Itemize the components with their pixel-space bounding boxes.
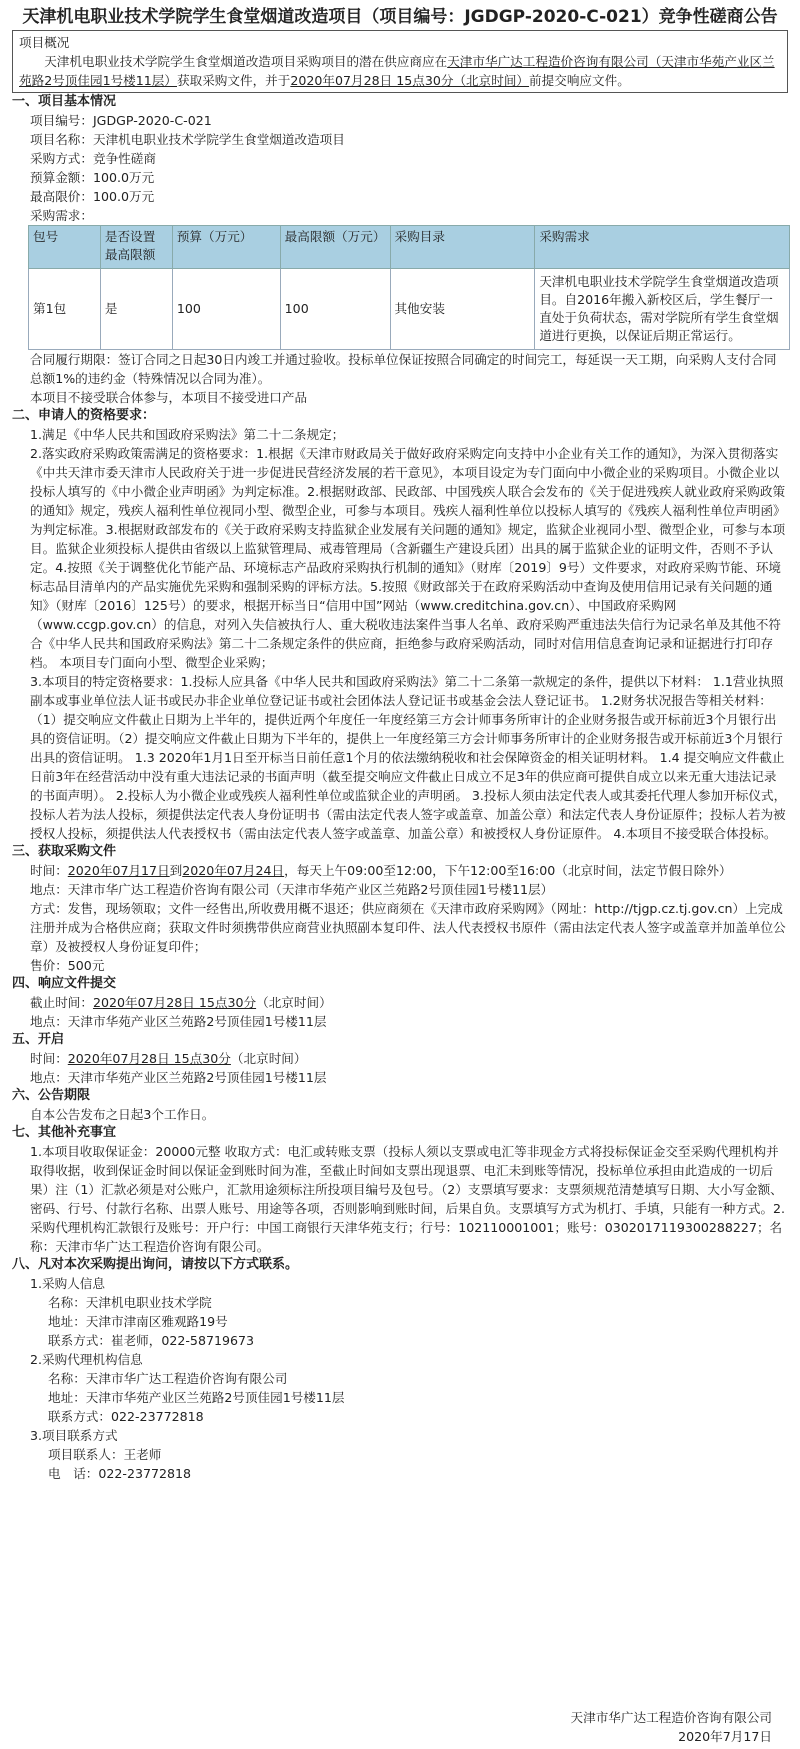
page-title: 天津机电职业技术学院学生食堂烟道改造项目（项目编号：JGDGP-2020-C-021）竞争性磋商公告: [22, 7, 778, 27]
other-text: 1.本项目收取保证金：20000元整 收取方式：电汇或转账支票（投标人须以支票或电汇等非现金方式将投标保证金交至采购代理机构并取得收据，收到保证金时间以保证金到账时间为准，至截止时间如支票出现退票、电汇未到账等情况，投标单位承担由此造成的一切后果）注（1）汇款必须是对公账户，汇款用途须标注所投项目编号及包号。（2）支票填写要求：支票须规范清楚填写日期、大小写金额、密码、行号、付款行名称、出票人账号、用途等各项，否则影响到账时间，后果自负。支票填写方式为机打、手填，只能有一种方式。2.采购代理机构汇款银行及账号：开户行：中国工商银行天津华苑支行；行号：102110001001；账号：0302017119300288227；名称：天津市华广达工程造价咨询有限公司。: [30, 1144, 786, 1254]
obtain-start: 2020年07月17日: [67, 863, 170, 878]
obtain-method: 方式：发售，现场领取；文件一经售出,所收费用概不退还；供应商须在《天津市政府采购网》（网址：http://tjgp.cz.tj.gov.cn）上完成注册并成为合格供应商；获取文件时须携带供应商营业执照副本复印件、法人代表授权书原件（需由法定代表人签字或盖章并加盖单位公章）及被授权人身份证复印件；: [30, 901, 786, 954]
basic-line: 预算金额：100.0万元: [30, 170, 155, 185]
qualification-item: 3.本项目的特定资格要求：1.投标人应具备《中华人民共和国政府采购法》第二十二条第一款规定的条件，提供以下材料： 1.1营业执照副本或事业单位法人证书或民办非企业单位登记证书或社会团体法人登记证书或基金会法人登记证书。 1.2财务状况报告等相关材料：（1）提交响应文件截止日期为上半年的，提供近两个年度任一年度经第三方会计师事务所审计的企业财务报告或开标前近3个月银行出具的资信证明。（2）提交响应文件截止日期为下半年的，提供上一年度经第三方会计师事务所审计的企业财务报告或开标前近3个月银行出具的资信证明。 1.3 2020年1月1日至开标当日前任意1个月的依法缴纳税收和社会保障资金的相关证明材料。 1.4 提交响应文件截止日前3年在经营活动中没有重大违法记录的书面声明（截至提交响应文件截止日成立不足3年的供应商可提供自成立以来无重大违法记录的书面声明）。 2.投标人为小微企业或残疾人福利性单位或监狱企业的声明函。 3.投标人须由法定代表人或其委托代理人参加开标仪式，投标人若为法人投标，须提供法定代表人身份证明书（需由法定代表人签字或盖章、加盖公章）和法定代表人身份证原件；投标人若为被授权人投标，须提供法人代表授权书（需由法定代表人签字或盖章、加盖公章）和被授权人身份证原件。 4.本项目不接受联合体投标。: [30, 674, 787, 841]
submit-body: [12, 993, 788, 1031]
obtain-end: 2020年07月24日: [182, 863, 285, 878]
opening-time: 时间：2020年07月28日 15点30分（北京时间）: [30, 1051, 307, 1066]
project-contact-line: 项目联系人：王老师: [48, 1447, 162, 1462]
qualification-item: 1.满足《中华人民共和国政府采购法》第二十二条规定；: [30, 427, 345, 442]
opening-place: 地点：天津市华苑产业区兰苑路2号顶佳园1号楼11层: [30, 1070, 327, 1085]
table-cell: 100: [280, 269, 390, 350]
project-contact-line: 电 话：022-23772818: [48, 1466, 192, 1481]
project-contact-title: 3.项目联系方式: [30, 1428, 118, 1443]
overview-heading: 项目概况: [19, 35, 70, 50]
period-text: 自本公告发布之日起3个工作日。: [30, 1107, 215, 1122]
table-header-row: [29, 226, 790, 269]
buyer-line: 联系方式：崔老师，022-58719673: [48, 1333, 255, 1348]
section-submit-heading: 四、响应文件提交: [12, 976, 117, 991]
obtain-time: 时间：2020年07月17日到2020年07月24日，每天上午09:00至12:00，下午12:00至16:00（北京时间，法定节假日除外）: [30, 863, 732, 878]
qualification-items: [12, 425, 788, 843]
basic-line: 项目名称：天津机电职业技术学院学生食堂烟道改造项目: [30, 132, 345, 147]
table-cell: 第1包: [29, 269, 101, 350]
table-cell: 其他安装: [390, 269, 535, 350]
overview-deadline: 2020年07月28日 15点30分（北京时间）: [290, 73, 530, 88]
obtain-body: [12, 861, 788, 975]
agency-title: 2.采购代理机构信息: [30, 1352, 143, 1367]
section-qualification-heading: 二、申请人的资格要求：: [12, 408, 156, 423]
buyer-line: 地址：天津市津南区雅观路19号: [48, 1314, 228, 1329]
basic-line: 采购方式：竞争性磋商: [30, 151, 156, 166]
basic-lines: [12, 111, 788, 225]
agency-line: 地址：天津市华苑产业区兰苑路2号顶佳园1号楼11层: [48, 1390, 345, 1405]
table-header: 采购目录: [390, 226, 535, 269]
table-cell: 100: [172, 269, 280, 350]
signature-date: 2020年7月17日: [678, 1729, 772, 1744]
basic-line: 采购需求：: [30, 208, 93, 223]
section-contact-heading: 八、凡对本次采购提出询问，请按以下方式联系。: [12, 1257, 299, 1272]
section-other-heading: 七、其他补充事宜: [12, 1125, 117, 1140]
table-header: 预算（万元）: [172, 226, 280, 269]
basic-line: 最高限价：100.0万元: [30, 189, 155, 204]
table-header: 包号: [29, 226, 101, 269]
table-cell: 天津机电职业技术学院学生食堂烟道改造项目。自2016年搬入新校区后，学生餐厅一直处于负荷状态，需对学院所有学生食堂烟道进行更换，以保证后期正常运行。: [535, 269, 790, 350]
overview-body: 天津机电职业技术学院学生食堂烟道改造项目采购项目的潜在供应商应在天津市华广达工程造价咨询有限公司（天津市华苑产业区兰苑路2号顶佳园1号楼11层）获取采购文件，并于2020年07月28日 15点30分（北京时间）前提交响应文件。: [19, 54, 775, 88]
signature-org: 天津市华广达工程造价咨询有限公司: [570, 1710, 772, 1725]
table-row: [29, 269, 790, 350]
signature-block: [571, 1708, 773, 1746]
basic-after: [12, 350, 788, 407]
agency-line: 名称：天津市华广达工程造价咨询有限公司: [48, 1371, 288, 1386]
submit-deadline: 截止时间：2020年07月28日 15点30分（北京时间）: [30, 995, 332, 1010]
section-basic-heading: 一、项目基本情况: [12, 94, 117, 109]
table-header: 最高限额（万元）: [280, 226, 390, 269]
table-header: 是否设置最高限额: [100, 226, 172, 269]
obtain-price: 售价：500元: [30, 958, 105, 973]
section-obtain-heading: 三、获取采购文件: [12, 844, 117, 859]
consortium-note: 本项目不接受联合体参与，本项目不接受进口产品: [30, 390, 308, 405]
requirements-table: [28, 225, 790, 350]
overview-place: 天津市华广达工程造价咨询有限公司（天津市华苑产业区兰苑路2号顶佳园1号楼11层）: [19, 54, 775, 88]
contract-period: 合同履行期限：签订合同之日起30日内竣工并通过验收。投标单位保证按照合同确定的时间完工，每延误一天工期，向采购人支付合同总额1%的违约金（特殊情况以合同为准）。: [30, 352, 777, 386]
opening-body: [12, 1049, 788, 1087]
qualification-item: 2.落实政府采购政策需满足的资格要求：1.根据《天津市财政局关于做好政府采购定向支持中小企业有关工作的通知》，为深入贯彻落实《中共天津市委天津市人民政府关于进一步促进民营经济发展的若干意见》，本项目设定为专门面向中小微企业的采购项目。小微企业以投标人填写的《中小微企业声明函》为判定标准。2.根据财政部、民政部、中国残疾人联合会发布的《关于促进残疾人就业政府采购政策的通知》规定，残疾人福利性单位视同小型、微型企业，可参与本项目。残疾人福利性单位以投标人填写的《残疾人福利性单位声明函》为判定标准。3.根据财政部发布的《关于政府采购支持监狱企业发展有关问题的通知》规定，监狱企业视同小型、微型企业，可参与本项目。监狱企业须投标人提供由省级以上监狱管理局、戒毒管理局（含新疆生产建设兵团）出具的属于监狱企业的证明文件，否则不予认定。4.按照《关于调整优化节能产品、环境标志产品政府采购执行机制的通知》（财库〔2019〕9号）文件要求，对政府采购节能、环境标志品目清单内的产品实施优先采购和强制采购的评标方法。5.按照《财政部关于在政府采购活动中查询及使用信用记录有关问题的通知》（财库〔2016〕125号）的要求，根据开标当日“信用中国”网站（www.creditchina.gov.cn）、中国政府采购网（www.ccgp.gov.cn）的信息，对列入失信被执行人、重大税收违法案件当事人名单、政府采购严重违法失信行为记录名单及其他不符合《中华人民共和国政府采购法》第二十二条规定条件的供应商，拒绝参与政府采购活动，同时对信用信息查询记录和证据进行打印存档。 本项目专门面向小型、微型企业采购；: [30, 446, 786, 670]
section-period-heading: 六、公告期限: [12, 1088, 91, 1103]
section-opening-heading: 五、开启: [12, 1032, 65, 1047]
table-header: 采购需求: [535, 226, 790, 269]
contact-body: [12, 1274, 788, 1483]
table-cell: 是: [100, 269, 172, 350]
buyer-title: 1.采购人信息: [30, 1276, 105, 1291]
agency-line: 联系方式：022-23772818: [48, 1409, 204, 1424]
obtain-place: 地点：天津市华广达工程造价咨询有限公司（天津市华苑产业区兰苑路2号顶佳园1号楼11层）: [30, 882, 554, 897]
submit-place: 地点：天津市华苑产业区兰苑路2号顶佳园1号楼11层: [30, 1014, 327, 1029]
buyer-line: 名称：天津机电职业技术学院: [48, 1295, 212, 1310]
overview-box: [12, 30, 788, 93]
basic-line: 项目编号：JGDGP-2020-C-021: [30, 113, 212, 128]
